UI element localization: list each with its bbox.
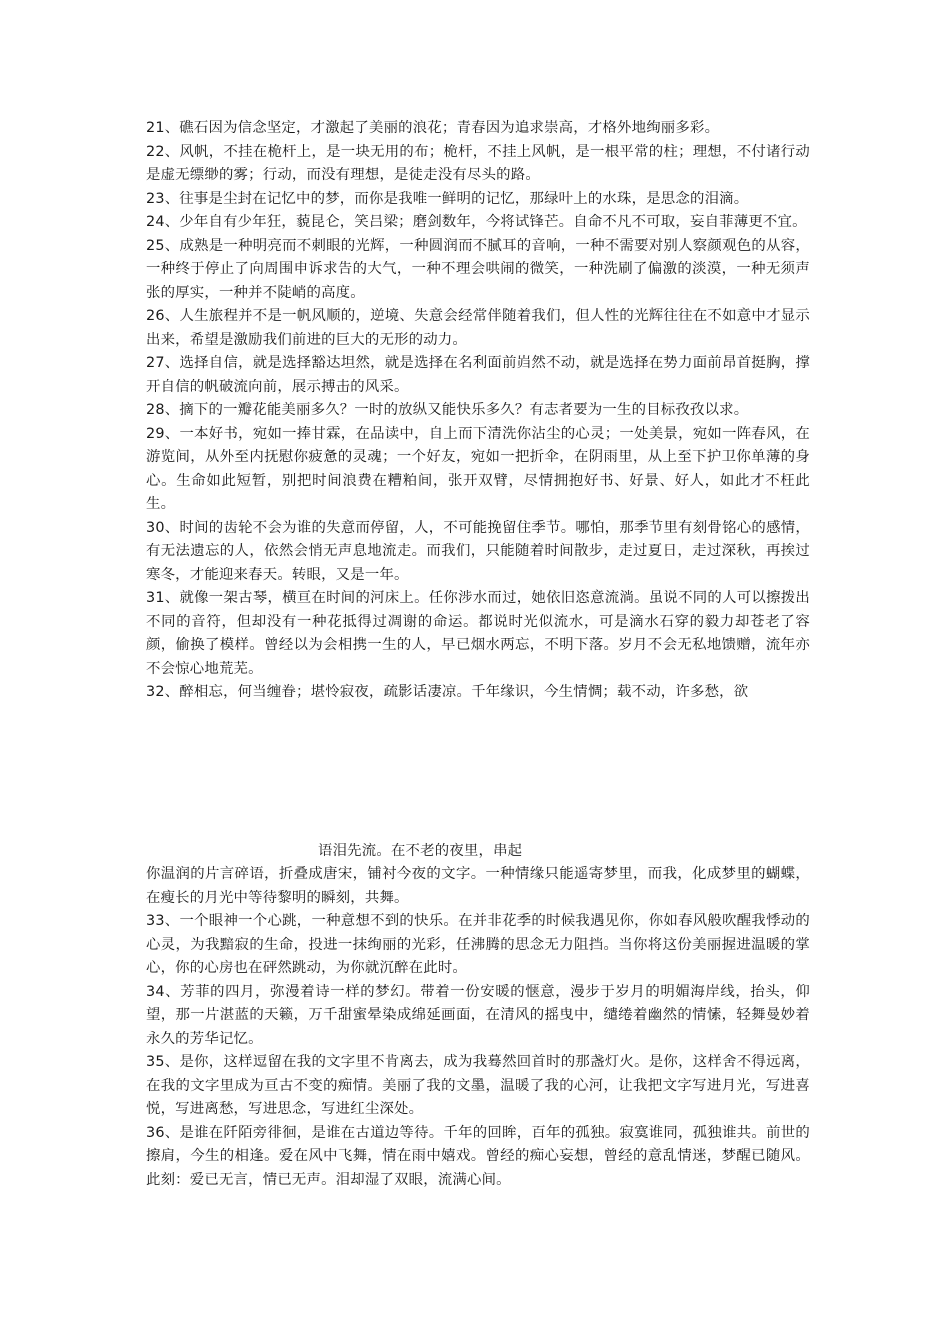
text-block-bottom — [146, 863, 810, 1192]
paragraph-22: 22、风帆，不挂在桅杆上，是一块无用的布；桅杆，不挂上风帆，是一根平常的柱；理想，不付诸行动是虚无缥缈的雾；行动，而没有理想，是徒走没有尽头的路。 — [146, 143, 810, 183]
paragraph-24: 24、少年自有少年狂，藐昆仑，笑吕梁；磨剑数年，今将试锋芒。自命不凡不可取，妄自菲薄更不宜。 — [146, 214, 807, 230]
paragraph-21: 21、礁石因为信念坚定，才激起了美丽的浪花；青春因为追求崇高，才格外地绚丽多彩。 — [146, 120, 720, 136]
paragraph-34: 34、芳菲的四月，弥漫着诗一样的梦幻。带着一份安暖的惬意，漫步于岁月的明媚海岸线，抬头，仰望，那一片湛蓝的天籁，万千甜蜜晕染成绵延画面，在清风的摇曳中，缱绻着幽然的情愫，轻舞曼妙着永久的芳华记忆。 — [146, 983, 810, 1047]
paragraph-28: 28、摘下的一瓣花能美丽多久？一时的放纵又能快乐多久？有志者要为一生的目标孜孜以求。 — [146, 402, 749, 418]
paragraph-30: 30、时间的齿轮不会为谁的失意而停留，人，不可能挽留住季节。哪怕，那季节里有刻骨铭心的感情，有无法遗忘的人，依然会悄无声息地流走。而我们，只能随着时间散步，走过夏日，走过深秋，再挨过寒冬，才能迎来春天。转眼，又是一年。 — [146, 519, 810, 583]
text-block-top — [146, 117, 810, 705]
paragraph-32: 32、醉相忘，何当缠眷；堪怜寂夜，疏影话凄凉。千年缘识，今生情惆；载不动，许多愁，欲 — [146, 684, 749, 700]
paragraph-27: 27、选择自信，就是选择豁达坦然，就是选择在名利面前岿然不动，就是选择在势力面前昂首挺胸，撑开自信的帆破流向前，展示搏击的风采。 — [146, 355, 810, 395]
paragraph-26: 26、人生旅程并不是一帆风顺的，逆境、失意会经常伴随着我们，但人性的光辉往往在不如意中才显示出来，希望是激励我们前进的巨大的无形的动力。 — [146, 308, 810, 348]
continuation-line: 语泪先流。在不老的夜里，串起 — [318, 843, 523, 859]
paragraph-36: 36、是谁在阡陌旁徘徊，是谁在古道边等待。千年的回眸，百年的孤独。寂寞谁同，孤独谁共。前世的擦肩，今生的相逢。爱在风中飞舞，情在雨中嬉戏。曾经的痴心妄想，曾经的意乱情迷，梦醒已随风。此刻：爱已无言，情已无声。泪却湿了双眼，流满心间。 — [146, 1124, 810, 1188]
paragraph-29: 29、一本好书，宛如一捧甘霖，在品读中，自上而下清洗你沾尘的心灵；一处美景，宛如一阵春风，在游览间，从外至内抚慰你疲惫的灵魂；一个好友，宛如一把折伞，在阴雨里，从上至下护卫你单薄的身心。生命如此短暂，别把时间浪费在糟粕间，张开双臂，尽情拥抱好书、好景、好人，如此才不枉此生。 — [146, 425, 810, 512]
paragraph-35: 35、是你，这样逗留在我的文字里不肯离去，成为我蓦然回首时的那盏灯火。是你，这样舍不得远离，在我的文字里成为亘古不变的痴情。美丽了我的文墨，温暖了我的心河，让我把文字写进月光，写进喜悦，写进离愁，写进思念，写进红尘深处。 — [146, 1054, 810, 1117]
paragraph-31: 31、就像一架古琴，横亘在时间的河床上。任你涉水而过，她依旧恣意流淌。虽说不同的人可以擦拨出不同的音符，但却没有一种花抵得过凋谢的命运。都说时光似流水，可是滴水石穿的毅力却苍老了容颜，偷换了模样。曾经以为会相携一生的人，早已烟水两忘，不明下落。岁月不会无私地馈赠，流年亦不会惊心地荒芜。 — [146, 590, 810, 677]
paragraph-23: 23、往事是尘封在记忆中的梦，而你是我唯一鲜明的记忆，那绿叶上的水珠，是思念的泪滴。 — [146, 190, 749, 207]
paragraph-32-continued: 你温润的片言碎语，折叠成唐宋，铺衬今夜的文字。一种情缘只能遥寄梦里，而我，化成梦里的蝴蝶，在瘦长的月光中等待黎明的瞬刻，共舞。 — [146, 866, 810, 906]
paragraph-33: 33、一个眼神一个心跳，一种意想不到的快乐。在并非花季的时候我遇见你，你如春风般吹醒我悸动的心灵，为我黯寂的生命，投进一抹绚丽的光彩，任沸腾的思念无力阻挡。当你将这份美丽握进温暖的掌心，你的心房也在砰然跳动，为你就沉醉在此时。 — [146, 913, 810, 976]
paragraph-25: 25、成熟是一种明亮而不刺眼的光辉，一种圆润而不腻耳的音响，一种不需要对别人察颜观色的从容，一种终于停止了向周围申诉求告的大气，一种不理会哄闹的微笑，一种洗刷了偏激的淡漠，一种无须声张的厚实，一种并不陡峭的高度。 — [146, 237, 810, 301]
